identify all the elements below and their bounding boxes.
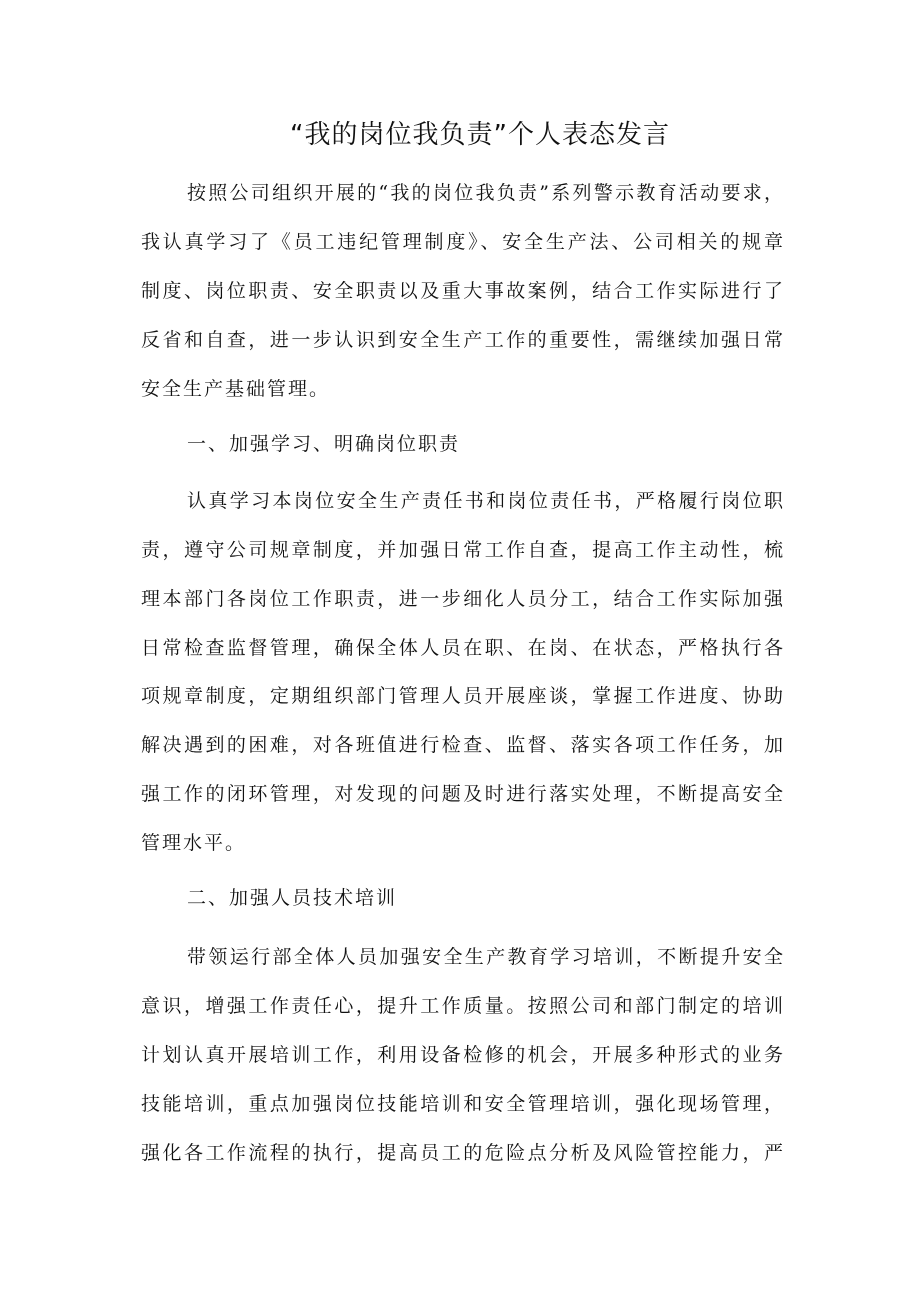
section2-line: 强化各工作流程的执行，提高员工的危险点分析及风险管控能力，严 <box>141 1142 783 1164</box>
intro-line: 我认真学习了《员工违纪管理制度》、安全生产法、公司相关的规章 <box>141 231 783 253</box>
section1-line: 管理水平。 <box>141 832 247 854</box>
section-heading-1: 一、加强学习、明确岗位职责 <box>187 433 461 455</box>
section1-line: 责，遵守公司规章制度，并加强日常工作自查，提高工作主动性，梳 <box>141 539 783 561</box>
section1-line: 理本部门各岗位工作职责，进一步细化人员分工，结合工作实际加强 <box>141 588 783 610</box>
section2-line: 带领运行部全体人员加强安全生产教育学习培训，不断提升安全 <box>187 946 783 968</box>
section2-line: 技能培训，重点加强岗位技能培训和安全管理培训，强化现场管理， <box>141 1093 783 1115</box>
intro-line: 反省和自查，进一步认识到安全生产工作的重要性，需继续加强日常 <box>141 329 783 351</box>
section2-line: 意识，增强工作责任心，提升工作质量。按照公司和部门制定的培训 <box>141 995 783 1017</box>
intro-line: 制度、岗位职责、安全职责以及重大事故案例，结合工作实际进行了 <box>141 280 783 302</box>
section1-line: 日常检查监督管理，确保全体人员在职、在岗、在状态，严格执行各 <box>141 637 783 659</box>
intro-line: 安全生产基础管理。 <box>141 378 331 400</box>
section1-line: 解决遇到的困难，对各班值进行检查、监督、落实各项工作任务，加 <box>141 734 783 756</box>
intro-line: 按照公司组织开展的“我的岗位我负责”系列警示教育活动要求， <box>187 182 783 204</box>
section2-line: 计划认真开展培训工作，利用设备检修的机会，开展多种形式的业务 <box>141 1044 783 1066</box>
document-title: “我的岗位我负责”个人表态发言 <box>290 120 670 150</box>
section1-line: 项规章制度，定期组织部门管理人员开展座谈，掌握工作进度、协助 <box>141 685 783 707</box>
section-heading-2: 二、加强人员技术培训 <box>187 887 398 909</box>
section1-line: 认真学习本岗位安全生产责任书和岗位责任书，严格履行岗位职 <box>187 490 783 512</box>
section1-line: 强工作的闭环管理，对发现的问题及时进行落实处理，不断提高安全 <box>141 783 783 805</box>
